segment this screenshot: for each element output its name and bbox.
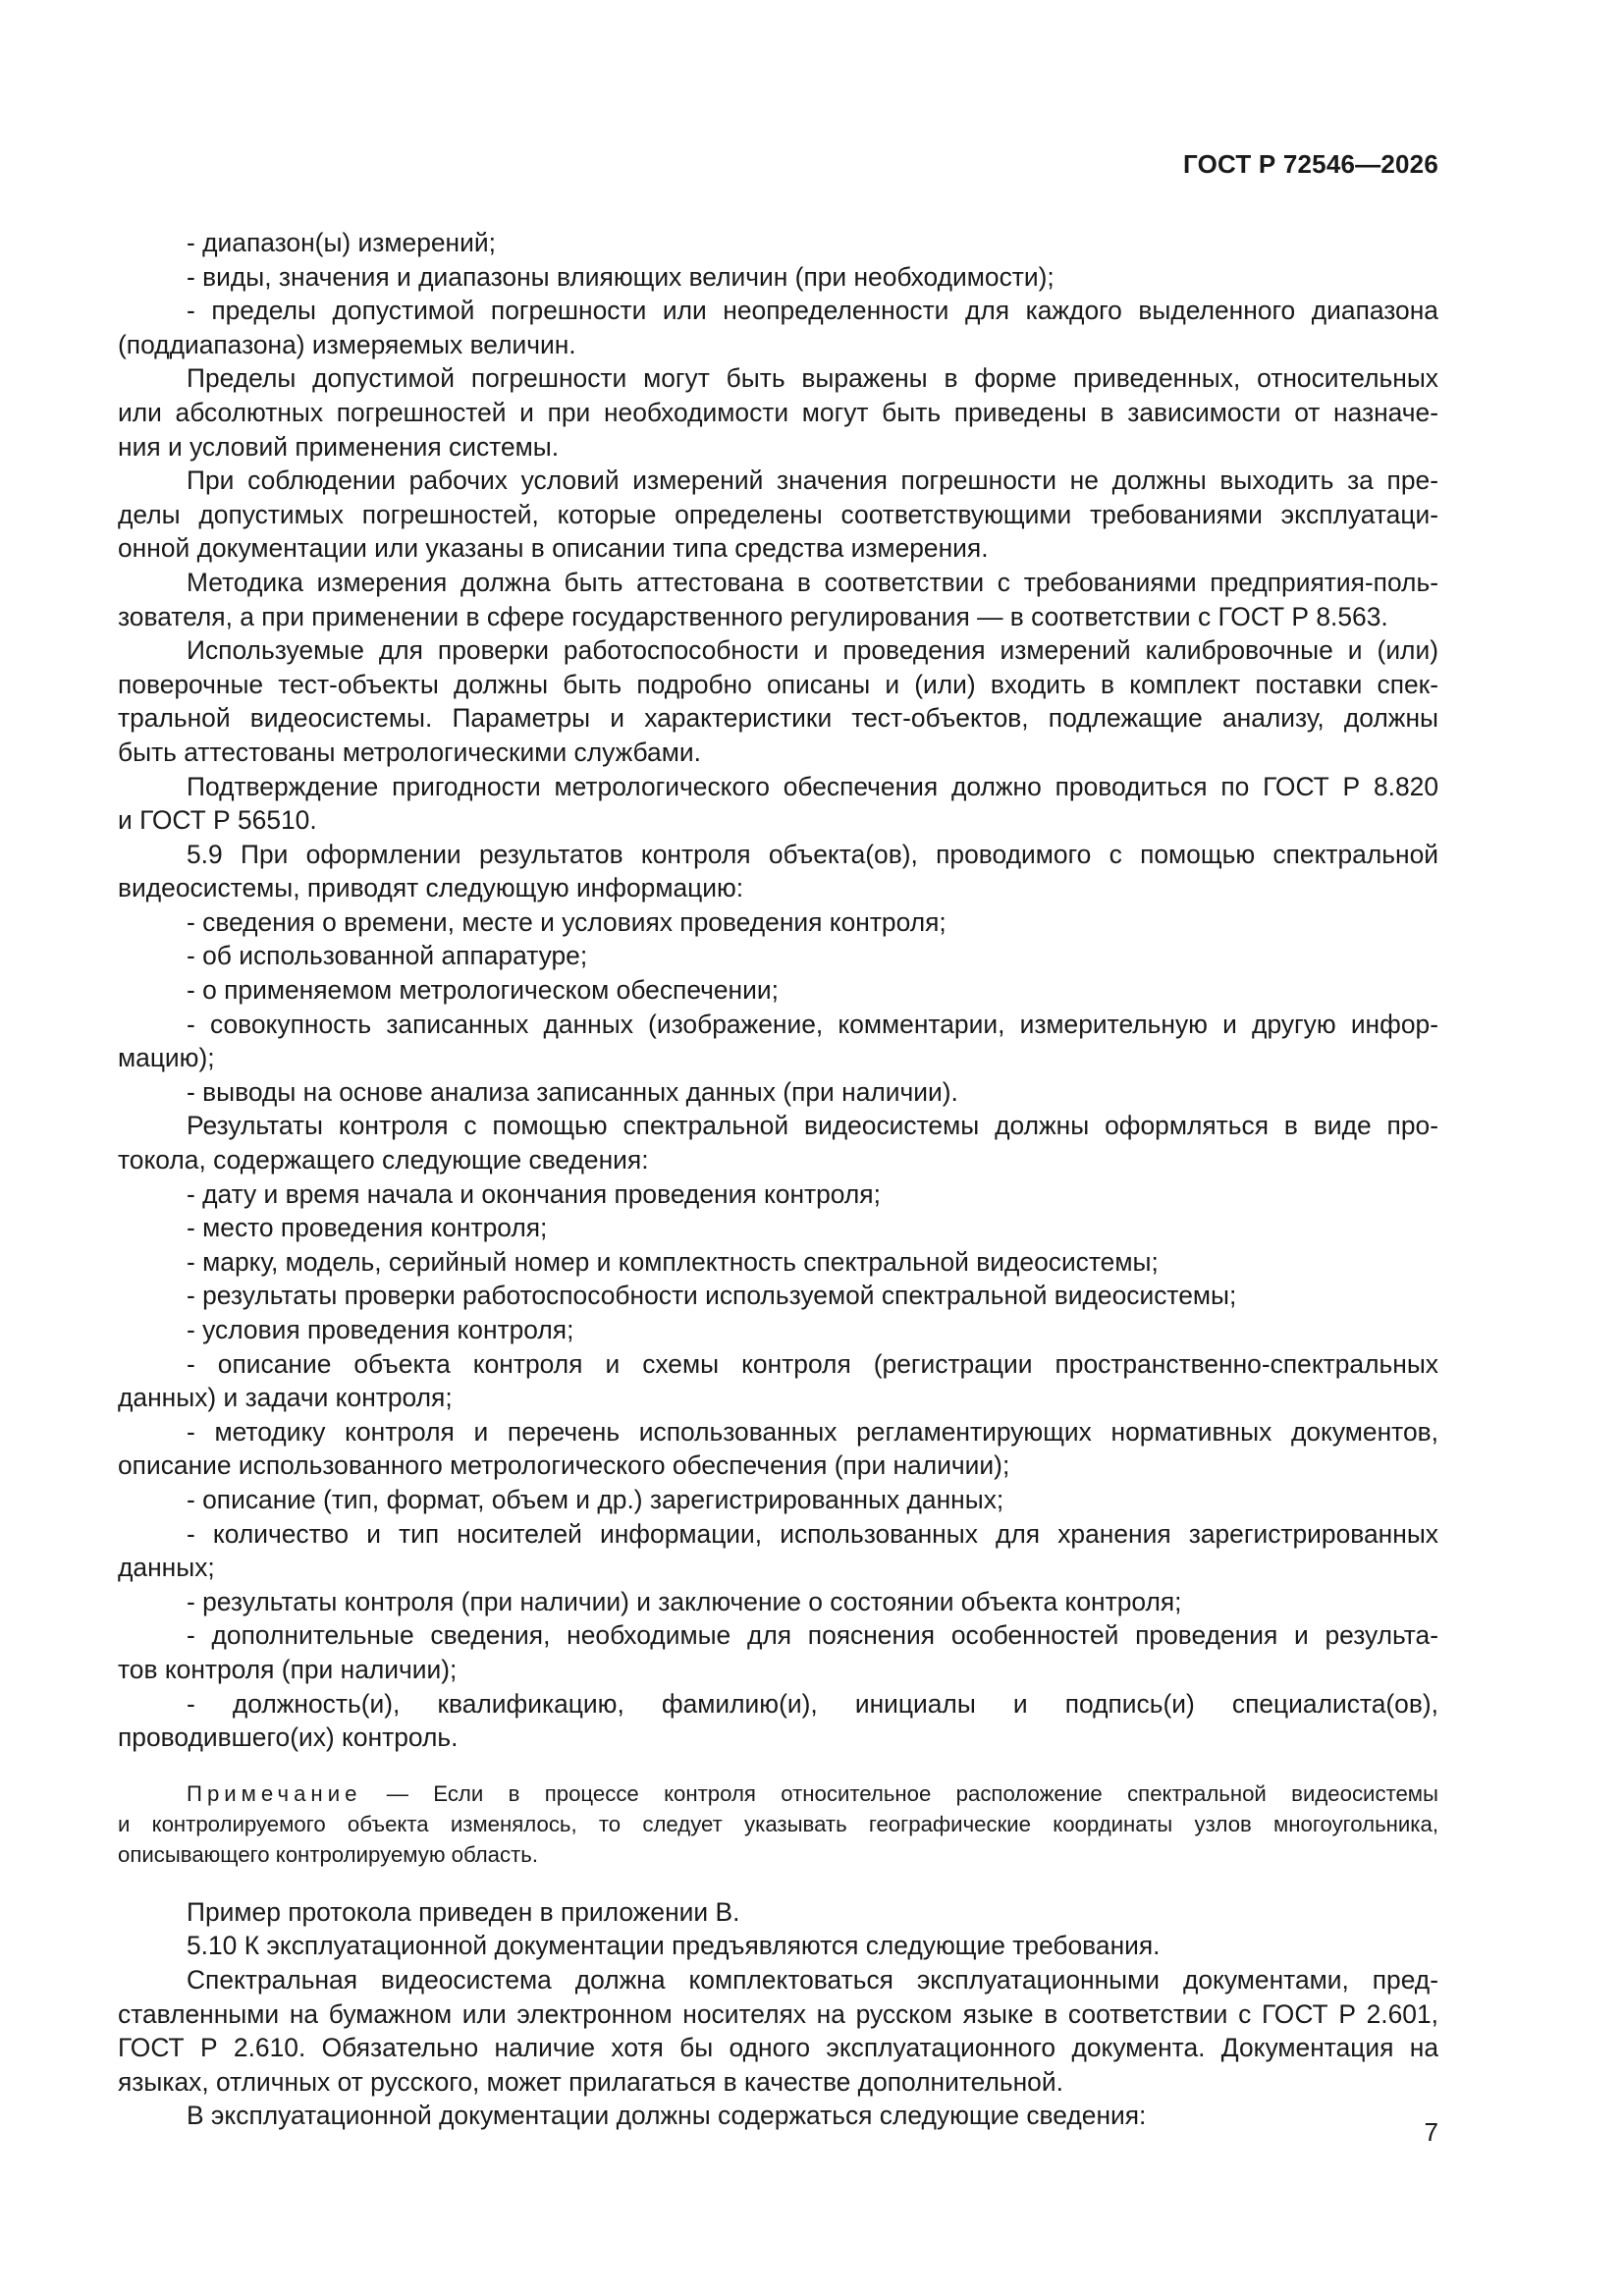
text-line: Методика измерения должна быть аттестована в соответствии с требованиями предприятия-поль- bbox=[187, 567, 1438, 597]
text-line: - количество и тип носителей информации, использованных для хранения зарегистрированных bbox=[187, 1518, 1438, 1549]
text-line: - описание (тип, формат, объем и др.) зарегистрированных данных; bbox=[187, 1484, 1004, 1514]
text-line: ГОСТ Р 2.610. Обязательно наличие хотя бы одного эксплуатационного документа. Документация на bbox=[118, 2033, 1438, 2063]
text-line: тов контроля (при наличии); bbox=[118, 1654, 458, 1684]
text-line: В эксплуатационной документации должны содержаться следующие сведения: bbox=[187, 2101, 1147, 2131]
paragraph-group-b bbox=[118, 1895, 1438, 2133]
text-line: делы допустимых погрешностей, которые определены соответствующими требованиями эксплуатаци- bbox=[118, 499, 1438, 529]
text-line: и ГОСТ Р 56510. bbox=[118, 805, 317, 836]
text-line: - выводы на основе анализа записанных данных (при наличии). bbox=[187, 1076, 958, 1107]
text-line: 5.9 При оформлении результатов контроля объекта(ов), проводимого с помощью спектральной bbox=[187, 839, 1438, 869]
page-number: 7 bbox=[1424, 2117, 1438, 2147]
text-line: быть аттестованы метрологическими службами. bbox=[118, 737, 701, 767]
text-line: - результаты контроля (при наличии) и заключение о состоянии объекта контроля; bbox=[187, 1586, 1182, 1616]
text-line: - совокупность записанных данных (изображение, комментарии, измерительную и другую инфор- bbox=[187, 1009, 1438, 1039]
text-line: - методику контроля и перечень использованных регламентирующих нормативных документов, bbox=[187, 1416, 1438, 1447]
text-line: видеосистемы, приводят следующую информацию: bbox=[118, 873, 744, 903]
text-line: данных; bbox=[118, 1553, 215, 1583]
text-line: - пределы допустимой погрешности или неопределенности для каждого выделенного диапазона bbox=[187, 296, 1438, 326]
text-line: описание использованного метрологического обеспечения (при наличии); bbox=[118, 1450, 1010, 1481]
text-line: - о применяемом метрологическом обеспечении; bbox=[187, 975, 779, 1006]
note-label: Примечание bbox=[187, 1780, 362, 1806]
text-line: - об использованной аппаратуре; bbox=[187, 941, 588, 971]
note-line: и контролируемого объекта изменялось, то следует указывать географические координаты узлов многоугольника, bbox=[118, 1811, 1438, 1836]
text-line: При соблюдении рабочих условий измерений значения погрешности не должны выходить за пре- bbox=[187, 465, 1438, 496]
text-line: токола, содержащего следующие сведения: bbox=[118, 1145, 649, 1175]
text-line: - марку, модель, серийный номер и комплектность спектральной видеосистемы; bbox=[187, 1246, 1159, 1277]
text-line: Пример протокола приведен в приложении В. bbox=[187, 1896, 740, 1927]
text-line: зователя, а при применении в сфере государственного регулирования — в соответствии с ГОСТ Р 8.563. bbox=[118, 601, 1388, 631]
document-code: ГОСТ Р 72546—2026 bbox=[1183, 149, 1438, 179]
paragraph-group-a bbox=[118, 226, 1438, 1755]
text-line: - сведения о времени, месте и условиях проведения контроля; bbox=[187, 906, 947, 937]
text-line: - дополнительные сведения, необходимые для пояснения особенностей проведения и результа- bbox=[187, 1620, 1438, 1651]
text-line: Результаты контроля с помощью спектральной видеосистемы должны оформляться в виде про- bbox=[187, 1111, 1438, 1141]
text-line: (поддиапазона) измеряемых величин. bbox=[118, 329, 576, 359]
note-line bbox=[118, 1778, 1438, 1809]
text-line: проводившего(их) контроль. bbox=[118, 1722, 459, 1753]
text-line: Подтверждение пригодности метрологического обеспечения должно проводиться по ГОСТ Р 8.820 bbox=[187, 771, 1438, 801]
note-line: описывающего контролируемую область. bbox=[118, 1841, 538, 1867]
text-line: - дату и время начала и окончания проведения контроля; bbox=[187, 1178, 881, 1209]
text-line: поверочные тест-объекты должны быть подробно описаны и (или) входить в комплект поставки спек- bbox=[118, 669, 1438, 699]
text-line: - должность(и), квалификацию, фамилию(и), инициалы и подпись(и) специалиста(ов), bbox=[187, 1688, 1438, 1719]
text-line: или абсолютных погрешностей и при необходимости могут быть приведены в зависимости от назначе- bbox=[118, 397, 1438, 427]
text-line: Используемые для проверки работоспособности и проведения измерений калибровочные и (или) bbox=[187, 635, 1438, 666]
document-body bbox=[118, 226, 1438, 2133]
text-line: мацию); bbox=[118, 1043, 215, 1073]
text-line: Спектральная видеосистема должна комплектоваться эксплуатационными документами, пред- bbox=[187, 1964, 1438, 1995]
text-line: 5.10 К эксплуатационной документации предъявляются следующие требования. bbox=[187, 1931, 1161, 1961]
note-text: — Если в процессе контроля относительное расположение спектральной видеосистемы bbox=[361, 1780, 1438, 1806]
text-line: тральной видеосистемы. Параметры и характеристики тест-объектов, подлежащие анализу, должны bbox=[118, 703, 1438, 734]
text-line: - описание объекта контроля и схемы контроля (регистрации пространственно-спектральных bbox=[187, 1348, 1438, 1379]
text-line: ния и условий применения системы. bbox=[118, 431, 560, 462]
text-line: языках, отличных от русского, может прилагаться в качестве дополнительной. bbox=[118, 2066, 1063, 2097]
text-line: - место проведения контроля; bbox=[187, 1213, 548, 1243]
text-line: ставленными на бумажном или электронном носителях на русском языке в соответствии с ГОСТ Р 2.601, bbox=[118, 1998, 1438, 2029]
text-line: - диапазон(ы) измерений; bbox=[187, 228, 496, 257]
text-line: онной документации или указаны в описании типа средства измерения. bbox=[118, 533, 989, 564]
text-line: данных) и задачи контроля; bbox=[118, 1383, 453, 1413]
note-block bbox=[118, 1778, 1438, 1870]
text-line: - результаты проверки работоспособности используемой спектральной видеосистемы; bbox=[187, 1281, 1237, 1311]
text-line: Пределы допустимой погрешности могут быть выражены в форме приведенных, относительных bbox=[187, 363, 1438, 394]
text-line: - виды, значения и диапазоны влияющих величин (при необходимости); bbox=[187, 261, 1055, 292]
text-line: - условия проведения контроля; bbox=[187, 1315, 574, 1344]
